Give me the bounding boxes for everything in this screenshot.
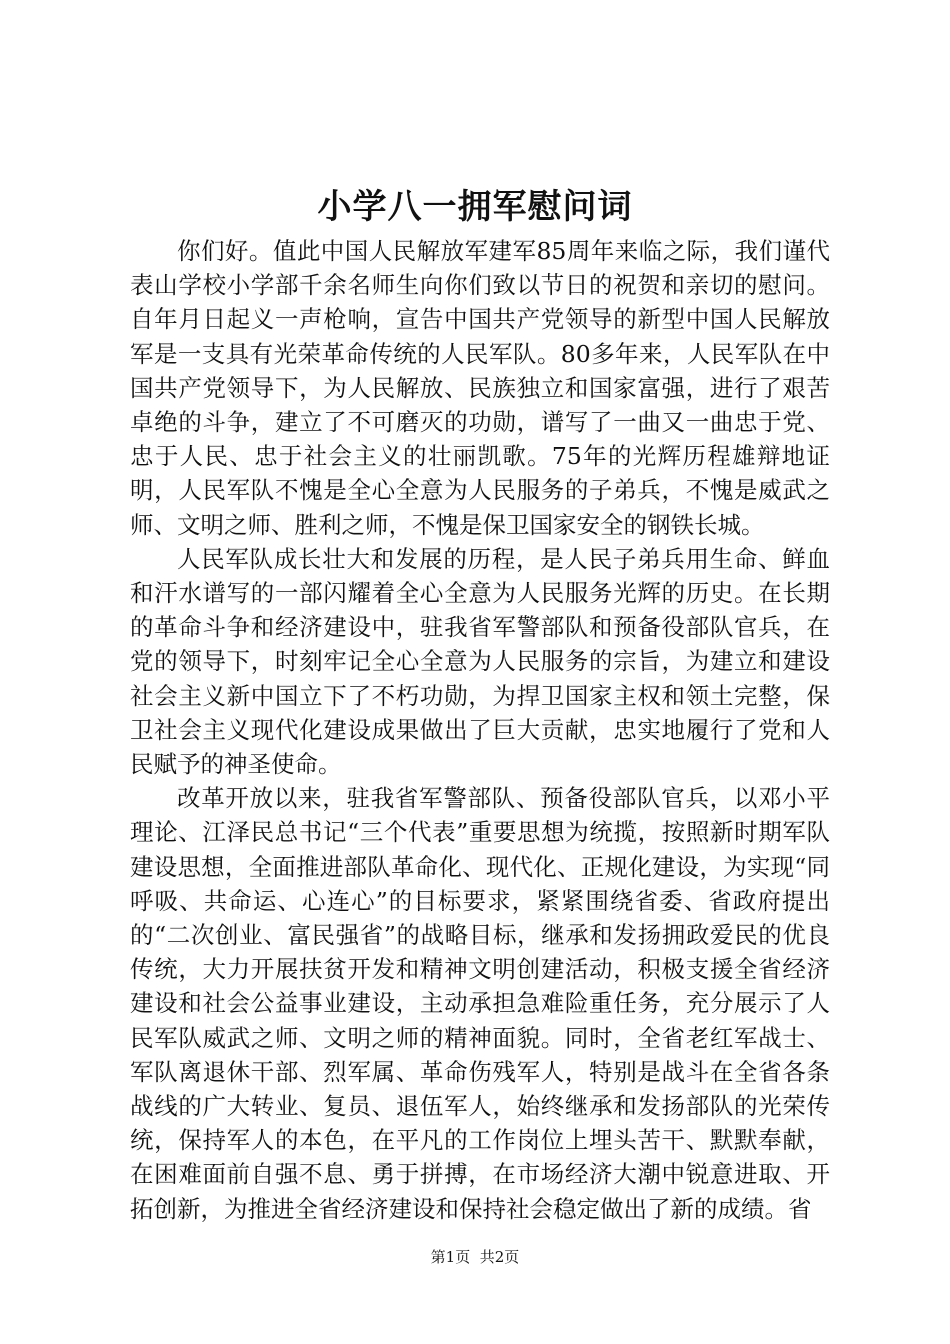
paragraph-3: 改革开放以来，驻我省军警部队、预备役部队官兵，以邓小平理论、江泽民总书记“三个代表”重要思想为统揽，按照新时期军队建设思想，全面推进部队革命化、现代化、正规化建设，为实现“同呼吸、共命运、心连心”的目标要求，紧紧围绕省委、省政府提出的“二次创业、富民强省”的战略目标，继承和发扬拥政爱民的优良传统，大力开展扶贫开发和精神文明创建活动，积极支援全省经济建设和社会公益事业建设，主动承担急难险重任务，充分展示了人民军队威武之师、文明之师的精神面貌。同时，全省老红军战士、军队离退休干部、烈军属、革命伤残军人，特别是战斗在全省各条战线的广大转业、复员、退伍军人，始终继承和发扬部队的光荣传统，保持军人的本色，在平凡的工作岗位上埋头苦干、默默奉献，在困难面前自强不息、勇于拼搏，在市场经济大潮中锐意进取、开拓创新，为推进全省经济建设和保持社会稳定做出了新的成绩。省 — [130, 784, 830, 1223]
footer-separator — [470, 1248, 480, 1266]
paragraph-1: 你们好。值此中国人民解放军建军85周年来临之际，我们谨代表山学校小学部千余名师生向你们致以节日的祝贺和亲切的慰问。自年月日起义一声枪响，宣告中国共产党领导的新型中国人民解放军是一支具有光荣革命传统的人民军队。80多年来，人民军队在中国共产党领导下，为人民解放、民族独立和国家富强，进行了艰苦卓绝的斗争，建立了不可磨灭的功勋，谱写了一曲又一曲忠于党、忠于人民、忠于社会主义的壮丽凯歌。75年的光辉历程雄辩地证明，人民军队不愧是全心全意为人民服务的子弟兵，不愧是威武之师、文明之师、胜利之师，不愧是保卫国家安全的钢铁长城。 — [130, 237, 830, 539]
page-footer — [0, 1247, 950, 1267]
document-body — [130, 234, 830, 1226]
page-number-total: 共2页 — [479, 1248, 520, 1266]
document-title: 小学八一拥军慰问词 — [317, 187, 633, 227]
paragraph-2: 人民军队成长壮大和发展的历程，是人民子弟兵用生命、鲜血和汗水谱写的一部闪耀着全心全意为人民服务光辉的历史。在长期的革命斗争和经济建设中，驻我省军警部队和预备役部队官兵，在党的领导下，时刻牢记全心全意为人民服务的宗旨，为建立和建设社会主义新中国立下了不朽功勋，为捍卫国家主权和领土完整，保卫社会主义现代化建设成果做出了巨大贡献，忠实地履行了党和人民赋予的神圣使命。 — [130, 544, 830, 779]
page-number-current: 第1页 — [430, 1248, 471, 1266]
